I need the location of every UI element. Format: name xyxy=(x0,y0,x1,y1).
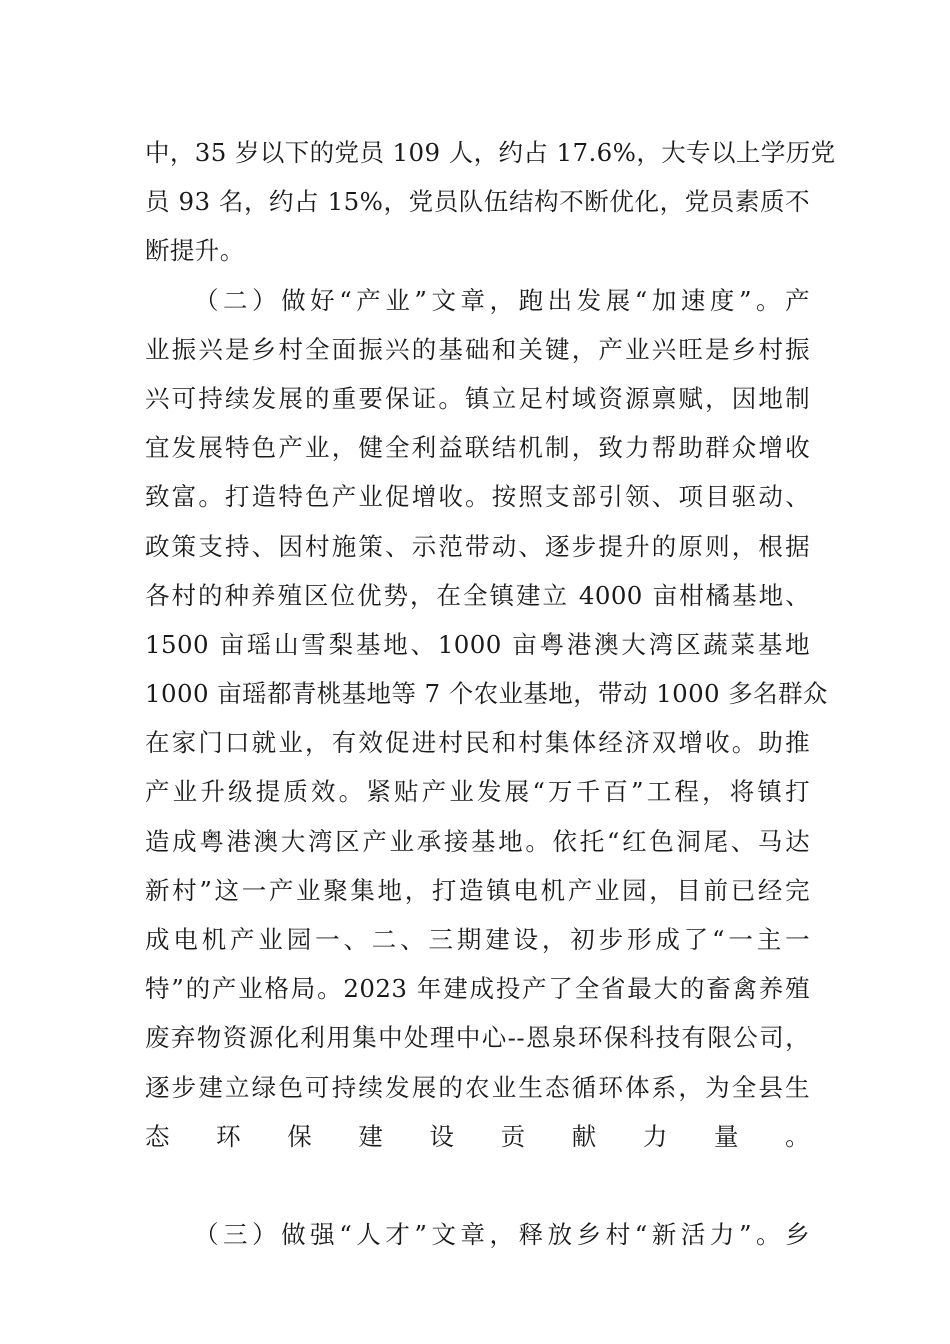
text-line: 各村的种养殖区位优势，在全镇建立 4000 亩柑橘基地、 xyxy=(145,580,810,610)
text-line: 特”的产业格局。2023 年建成投产了全省最大的畜禽养殖 xyxy=(145,974,810,1004)
text-line xyxy=(145,1161,810,1210)
text-line: 政策支持、因村施策、示范带动、逐步提升的原则，根据 xyxy=(145,531,810,561)
paragraph-3 xyxy=(145,1210,810,1259)
text-line: 宜发展特色产业，健全利益联结机制，致力帮助群众增收 xyxy=(145,433,810,463)
paragraph-1 xyxy=(145,128,836,276)
text-line: 1000 亩瑶都青桃基地等 7 个农业基地，带动 1000 多名群众 xyxy=(145,679,828,709)
text-line: 致富。打造特色产业促增收。按照支部引领、项目驱动、 xyxy=(145,482,810,512)
text-line: 新村”这一产业聚集地，打造镇电机产业园，目前已经完 xyxy=(145,875,810,905)
text-line: 业振兴是乡村全面振兴的基础和关键，产业兴旺是乡村振 xyxy=(145,334,810,364)
text-line: 逐步建立绿色可持续发展的农业生态循环体系，为全县生 xyxy=(145,1072,810,1102)
text-line: 产业升级提质效。紧贴产业发展“万千百”工程，将镇打 xyxy=(145,777,810,807)
text-line: 1500 亩瑶山雪梨基地、1000 亩粤港澳大湾区蔬菜基地 xyxy=(145,629,810,659)
document-body xyxy=(145,128,836,1259)
text-line: 废弃物资源化利用集中处理中心--恩泉环保科技有限公司， xyxy=(145,1023,810,1053)
text-line: 造成粤港澳大湾区产业承接基地。依托“红色洞尾、马达 xyxy=(145,826,810,856)
text-line: 态环保建设贡献力量。 xyxy=(145,1121,810,1151)
text-line: 断提升。 xyxy=(145,236,245,266)
text-line: 在家门口就业，有效促进村民和村集体经济双增收。助推 xyxy=(145,728,810,758)
section-heading-line: （二）做好“产业”文章，跑出发展“加速度”。产 xyxy=(194,285,810,315)
section-heading-line: （三）做强“人才”文章，释放乡村“新活力”。乡 xyxy=(194,1220,810,1250)
paragraph-2 xyxy=(145,276,828,1211)
text-line: 兴可持续发展的重要保证。镇立足村域资源禀赋，因地制 xyxy=(145,383,810,413)
text-line: 中，35 岁以下的党员 109 人，约占 17.6%，大专以上学历党 xyxy=(145,138,836,167)
text-line: 员 93 名，约占 15%，党员队伍结构不断优化，党员素质不 xyxy=(145,187,810,217)
text-line: 成电机产业园一、二、三期建设，初步形成了“一主一 xyxy=(145,925,810,954)
